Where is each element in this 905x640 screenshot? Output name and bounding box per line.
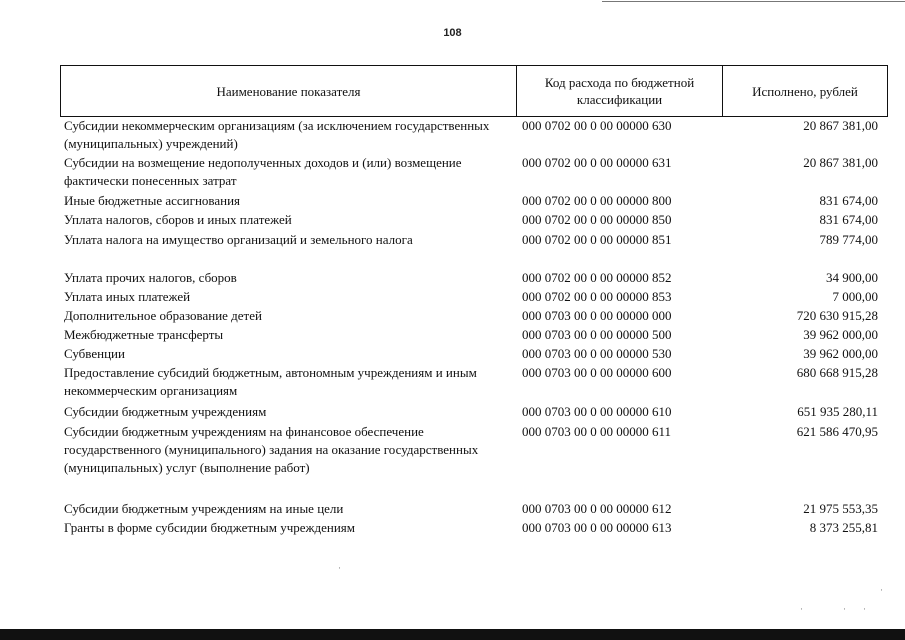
- row-name: Субсидии некоммерческим организациям (за исключением государственных (муниципальных) учреждений): [64, 118, 490, 151]
- row-code: 000 0702 00 0 00 00000 850: [522, 212, 672, 227]
- row-amount: 651 935 280,11: [797, 404, 878, 419]
- scan-bottom-edge: [0, 629, 905, 640]
- header-amount: Исполнено, рублей: [752, 83, 858, 99]
- row-name: Субсидии бюджетным учреждениям на иные цели: [64, 501, 344, 516]
- row-amount: 680 668 915,28: [796, 365, 878, 380]
- row-name: Субсидии на возмещение недополученных доходов и (или) возмещение фактически понесенных затрат: [64, 155, 462, 188]
- row-code: 000 0703 00 0 00 00000 612: [522, 501, 672, 516]
- row-code: 000 0702 00 0 00 00000 851: [522, 232, 672, 247]
- row-amount: 39 962 000,00: [803, 327, 878, 342]
- row-amount: 34 900,00: [826, 270, 878, 285]
- row-code: 000 0703 00 0 00 00000 610: [522, 404, 672, 419]
- row-code: 000 0703 00 0 00 00000 613: [522, 520, 672, 535]
- row-amount: 39 962 000,00: [803, 346, 878, 361]
- row-name: Уплата налога на имущество организаций и земельного налога: [64, 232, 413, 247]
- row-amount: 831 674,00: [819, 212, 878, 227]
- row-amount: 20 867 381,00: [803, 155, 878, 170]
- row-amount: 20 867 381,00: [803, 118, 878, 133]
- row-name: Предоставление субсидий бюджетным, автономным учреждениям и иным некоммерческим организациям: [64, 365, 477, 398]
- row-code: 000 0703 00 0 00 00000 600: [522, 365, 672, 380]
- row-code: 000 0702 00 0 00 00000 852: [522, 270, 672, 285]
- row-name: Уплата прочих налогов, сборов: [64, 270, 237, 285]
- scan-speck: ·: [880, 585, 883, 595]
- row-code: 000 0703 00 0 00 00000 611: [522, 424, 672, 439]
- row-name: Гранты в форме субсидии бюджетным учреждениям: [64, 520, 356, 535]
- row-amount: 8 373 255,81: [809, 520, 878, 535]
- header-name: Наименование показателя: [61, 66, 517, 116]
- row-amount: 621 586 470,95: [796, 424, 878, 439]
- scan-speck: ·: [800, 604, 803, 614]
- row-amount: 720 630 915,28: [796, 308, 878, 323]
- row-name: Субсидии бюджетным учреждениям на финансовое обеспечение государственного (муниципального) задания на оказание государственных (муниципальных) услуг (выполнение работ): [64, 424, 479, 475]
- page-number: 108: [443, 27, 462, 39]
- row-name: Субсидии бюджетным учреждениям: [64, 404, 267, 419]
- header-code-line2: классификации: [576, 92, 663, 107]
- scan-speck: ·: [863, 604, 866, 614]
- scan-speck: ·: [843, 604, 846, 614]
- row-code: 000 0702 00 0 00 00000 631: [522, 155, 672, 170]
- row-amount: 831 674,00: [819, 193, 878, 208]
- row-amount: 789 774,00: [819, 232, 878, 247]
- scan-speck: ·: [338, 563, 341, 573]
- row-code: 000 0702 00 0 00 00000 630: [522, 118, 672, 133]
- row-amount: 7 000,00: [832, 289, 878, 304]
- row-name: Субвенции: [64, 346, 125, 361]
- row-name: Иные бюджетные ассигнования: [64, 193, 241, 208]
- row-name: Уплата налогов, сборов и иных платежей: [64, 212, 292, 227]
- row-code: 000 0703 00 0 00 00000 500: [522, 327, 672, 342]
- row-name: Межбюджетные трансферты: [64, 327, 224, 342]
- row-name: Дополнительное образование детей: [64, 308, 262, 323]
- row-amount: 21 975 553,35: [803, 501, 878, 516]
- row-code: 000 0702 00 0 00 00000 853: [522, 289, 672, 304]
- row-code: 000 0703 00 0 00 00000 530: [522, 346, 672, 361]
- row-code: 000 0703 00 0 00 00000 000: [522, 308, 672, 323]
- header-code-line1: Код расхода по бюджетной: [544, 75, 695, 90]
- row-code: 000 0702 00 0 00 00000 800: [522, 193, 672, 208]
- row-name: Уплата иных платежей: [64, 289, 191, 304]
